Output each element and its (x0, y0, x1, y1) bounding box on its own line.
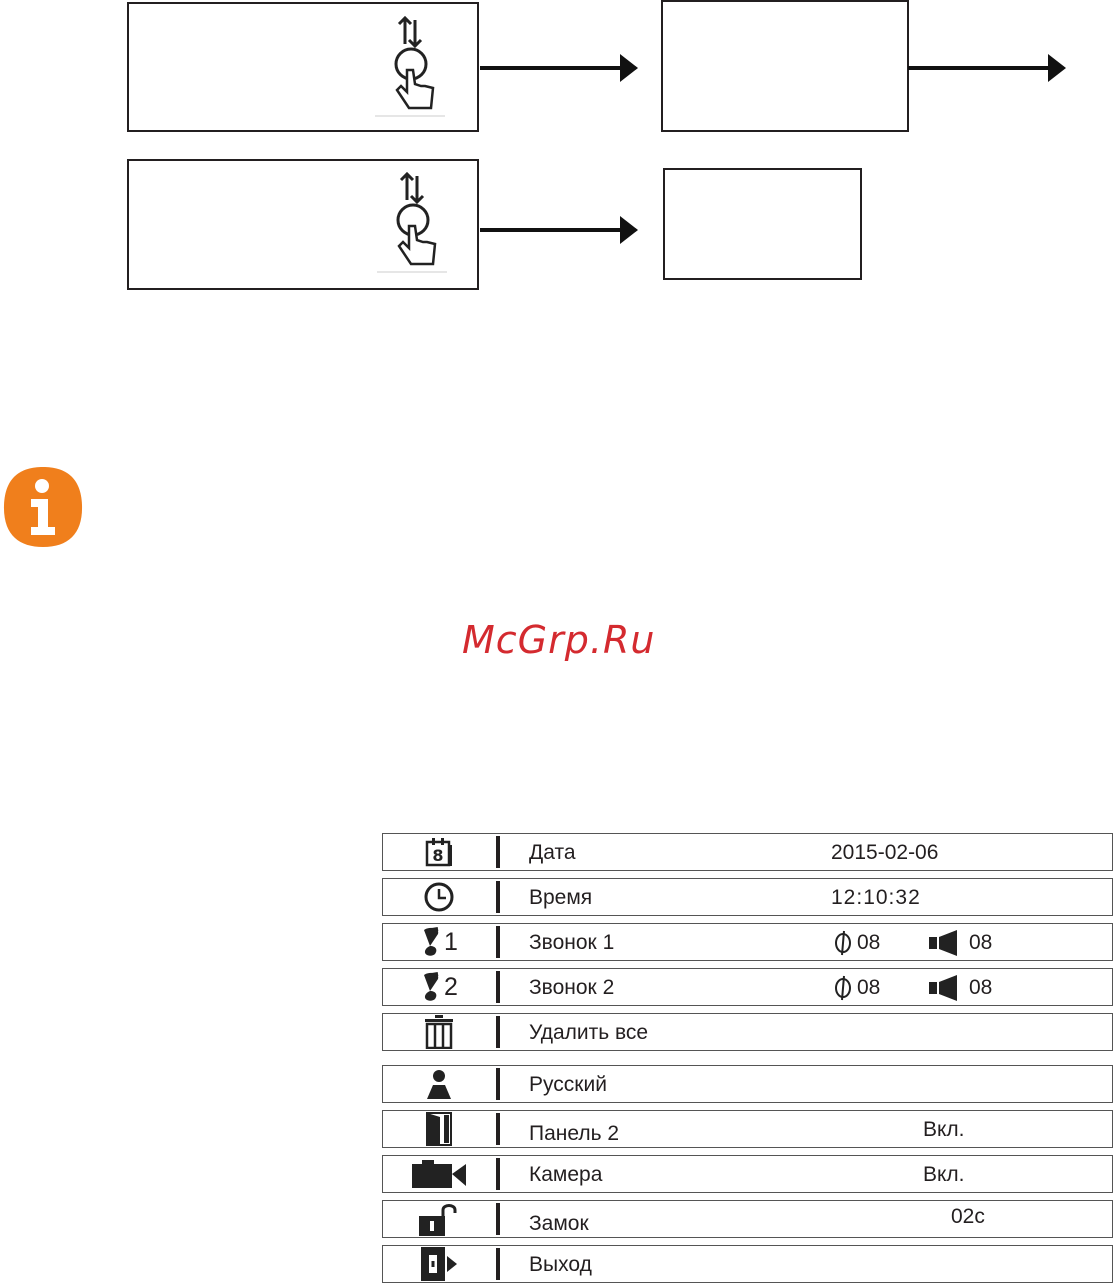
touch-press-icon-2 (377, 170, 447, 274)
svg-text:8: 8 (432, 846, 444, 865)
ring-1-speaker (929, 930, 992, 956)
flow-arrow-2 (908, 54, 1066, 82)
volume-icon (833, 975, 853, 1001)
separator (496, 1158, 500, 1190)
menu-label-ring-1: Звонок 1 (529, 931, 615, 954)
ring-1-number: 1 (444, 928, 458, 956)
ring-2-number: 2 (444, 973, 458, 1001)
separator (496, 971, 500, 1003)
separator (496, 1068, 500, 1100)
panel-door-icon (383, 1111, 495, 1147)
ring-2-speaker (929, 975, 992, 1001)
flow-box-bottom-right (663, 168, 862, 280)
menu-row-delete-all[interactable] (382, 1013, 1113, 1051)
separator (496, 1203, 500, 1235)
menu-value-date: 2015-02-06 (831, 841, 939, 864)
language-person-icon (383, 1066, 495, 1102)
menu-row-ring-2[interactable] (382, 968, 1113, 1006)
menu-row-language[interactable] (382, 1065, 1113, 1103)
info-icon (1, 465, 85, 549)
separator (496, 1016, 500, 1048)
menu-label-language: Русский (529, 1073, 607, 1096)
menu-label-ring-2: Звонок 2 (529, 976, 615, 999)
menu-label-camera: Камера (529, 1163, 603, 1186)
separator (496, 926, 500, 958)
ring-2-icon (383, 969, 495, 1005)
calendar-icon (383, 834, 495, 870)
volume-icon (833, 930, 853, 956)
ring-1-volume (833, 930, 880, 956)
separator (496, 1248, 500, 1280)
menu-value-time: 12:10:32 (831, 886, 921, 909)
menu-value-panel-2: Вкл. (923, 1118, 965, 1141)
menu-row-camera[interactable] (382, 1155, 1113, 1193)
unlock-icon (383, 1201, 495, 1237)
ring-1-speaker-value: 08 (969, 931, 993, 954)
flow-arrow-3 (480, 216, 638, 244)
clock-icon (383, 879, 495, 915)
ring-2-volume (833, 975, 880, 1001)
menu-row-lock[interactable] (382, 1200, 1113, 1238)
speaker-icon (929, 975, 961, 1001)
separator (496, 836, 500, 868)
ring-1-icon (383, 924, 495, 960)
camera-icon (383, 1156, 495, 1192)
menu-row-exit[interactable] (382, 1245, 1113, 1283)
menu-label-exit: Выход (529, 1253, 592, 1276)
separator (496, 1113, 500, 1145)
ring-2-speaker-value: 08 (969, 976, 993, 999)
menu-label-panel-2: Панель 2 (529, 1122, 620, 1145)
ring-1-volume-value: 08 (857, 931, 881, 954)
ring-2-volume-value: 08 (857, 976, 881, 999)
speaker-icon (929, 930, 961, 956)
flow-arrow-1 (480, 54, 638, 82)
menu-label-delete-all: Удалить все (529, 1021, 649, 1044)
flow-box-top-middle (661, 0, 909, 132)
menu-label-time: Время (529, 886, 593, 909)
watermark: McGrp.Ru (462, 618, 656, 662)
separator (496, 881, 500, 913)
menu-row-ring-1[interactable] (382, 923, 1113, 961)
menu-value-lock: 02с (951, 1205, 985, 1228)
menu-row-panel-2[interactable] (382, 1110, 1113, 1148)
exit-icon (383, 1246, 495, 1282)
menu-value-camera: Вкл. (923, 1163, 965, 1186)
touch-press-icon (375, 14, 445, 118)
menu-label-date: Дата (529, 841, 576, 864)
menu-row-time[interactable] (382, 878, 1113, 916)
menu-row-date[interactable] (382, 833, 1113, 871)
menu-label-lock: Замок (529, 1212, 589, 1235)
trash-icon (383, 1014, 495, 1050)
